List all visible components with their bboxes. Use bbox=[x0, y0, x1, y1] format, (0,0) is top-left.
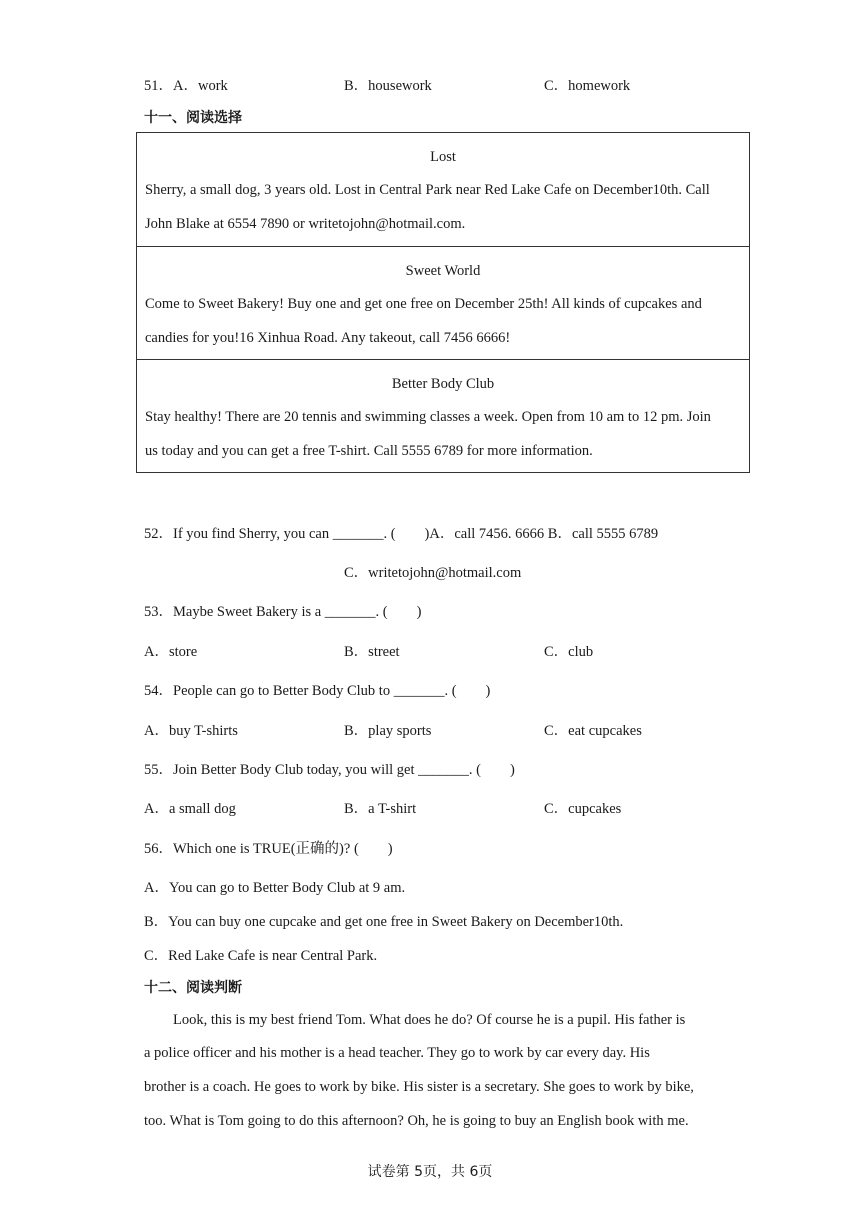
notice-line: John Blake at 6554 7890 or writetojohn@hotmail.com. bbox=[145, 216, 466, 232]
q53-stem: 53．Maybe Sweet Bakery is a _______. ( ) bbox=[144, 604, 422, 620]
q52-stem: 52．If you find Sherry, you can _______. ( )A．call 7456. 6666 B．call 5555 6789 bbox=[144, 526, 659, 542]
q54-option-b: B．play sports bbox=[344, 723, 432, 739]
q55-option-a: A．a small dog bbox=[144, 801, 236, 817]
notice-line: candies for you!16 Xinhua Road. Any takeout, call 7456 6666! bbox=[145, 330, 511, 346]
q53-option-c: C．club bbox=[544, 644, 594, 660]
notice-title: Sweet World bbox=[405, 263, 481, 279]
q51-option-a: 51．A．work bbox=[144, 78, 228, 94]
q56-stem: 56．Which one is TRUE(正确的)? ( ) bbox=[144, 841, 393, 857]
q54-stem: 54．People can go to Better Body Club to _______. ( ) bbox=[144, 683, 491, 699]
q51-option-c: C．homework bbox=[544, 78, 631, 94]
page-footer: 试卷第 5页，共 6页 bbox=[367, 1164, 493, 1180]
notice-better-body-club bbox=[136, 359, 750, 473]
q56-option-a: A．You can go to Better Body Club at 9 am. bbox=[144, 880, 406, 896]
notice-title: Better Body Club bbox=[391, 376, 495, 392]
notice-line: Stay healthy! There are 20 tennis and swimming classes a week. Open from 10 am to 12 pm. Join bbox=[145, 409, 711, 425]
q53-option-a: A．store bbox=[144, 644, 198, 660]
section-11-heading: 十一、阅读选择 bbox=[144, 110, 242, 126]
q56-option-b: B．You can buy one cupcake and get one free in Sweet Bakery on December10th. bbox=[144, 914, 624, 930]
q55-stem: 55．Join Better Body Club today, you will get _______. ( ) bbox=[144, 762, 515, 778]
passage-line: brother is a coach. He goes to work by bike. His sister is a secretary. She goes to work by bike, bbox=[144, 1079, 694, 1095]
q52-option-c: C．writetojohn@hotmail.com bbox=[344, 565, 522, 581]
passage-line: too. What is Tom going to do this afternoon? Oh, he is going to buy an English book with me. bbox=[144, 1113, 689, 1129]
q54-option-c: C．eat cupcakes bbox=[544, 723, 642, 739]
q53-option-b: B．street bbox=[344, 644, 400, 660]
notice-title: Lost bbox=[430, 149, 456, 165]
notice-line: us today and you can get a free T-shirt. Call 5555 6789 for more information. bbox=[145, 443, 593, 459]
notice-line: Come to Sweet Bakery! Buy one and get one free on December 25th! All kinds of cupcakes and bbox=[145, 296, 702, 312]
section-12-heading: 十二、阅读判断 bbox=[144, 980, 242, 996]
q55-option-b: B．a T-shirt bbox=[344, 801, 417, 817]
notice-lost bbox=[136, 132, 750, 246]
q54-option-a: A．buy T-shirts bbox=[144, 723, 238, 739]
q51-option-b: B．housework bbox=[344, 78, 432, 94]
passage-line: Look, this is my best friend Tom. What does he do? Of course he is a pupil. His father is bbox=[173, 1012, 686, 1028]
notice-line: Sherry, a small dog, 3 years old. Lost in Central Park near Red Lake Cafe on December10th. Call bbox=[145, 182, 710, 198]
q55-option-c: C．cupcakes bbox=[544, 801, 622, 817]
notice-sweet-world bbox=[136, 246, 750, 359]
passage-line: a police officer and his mother is a head teacher. They go to work by car every day. His bbox=[144, 1045, 650, 1061]
q56-option-c: C．Red Lake Cafe is near Central Park. bbox=[144, 948, 378, 964]
